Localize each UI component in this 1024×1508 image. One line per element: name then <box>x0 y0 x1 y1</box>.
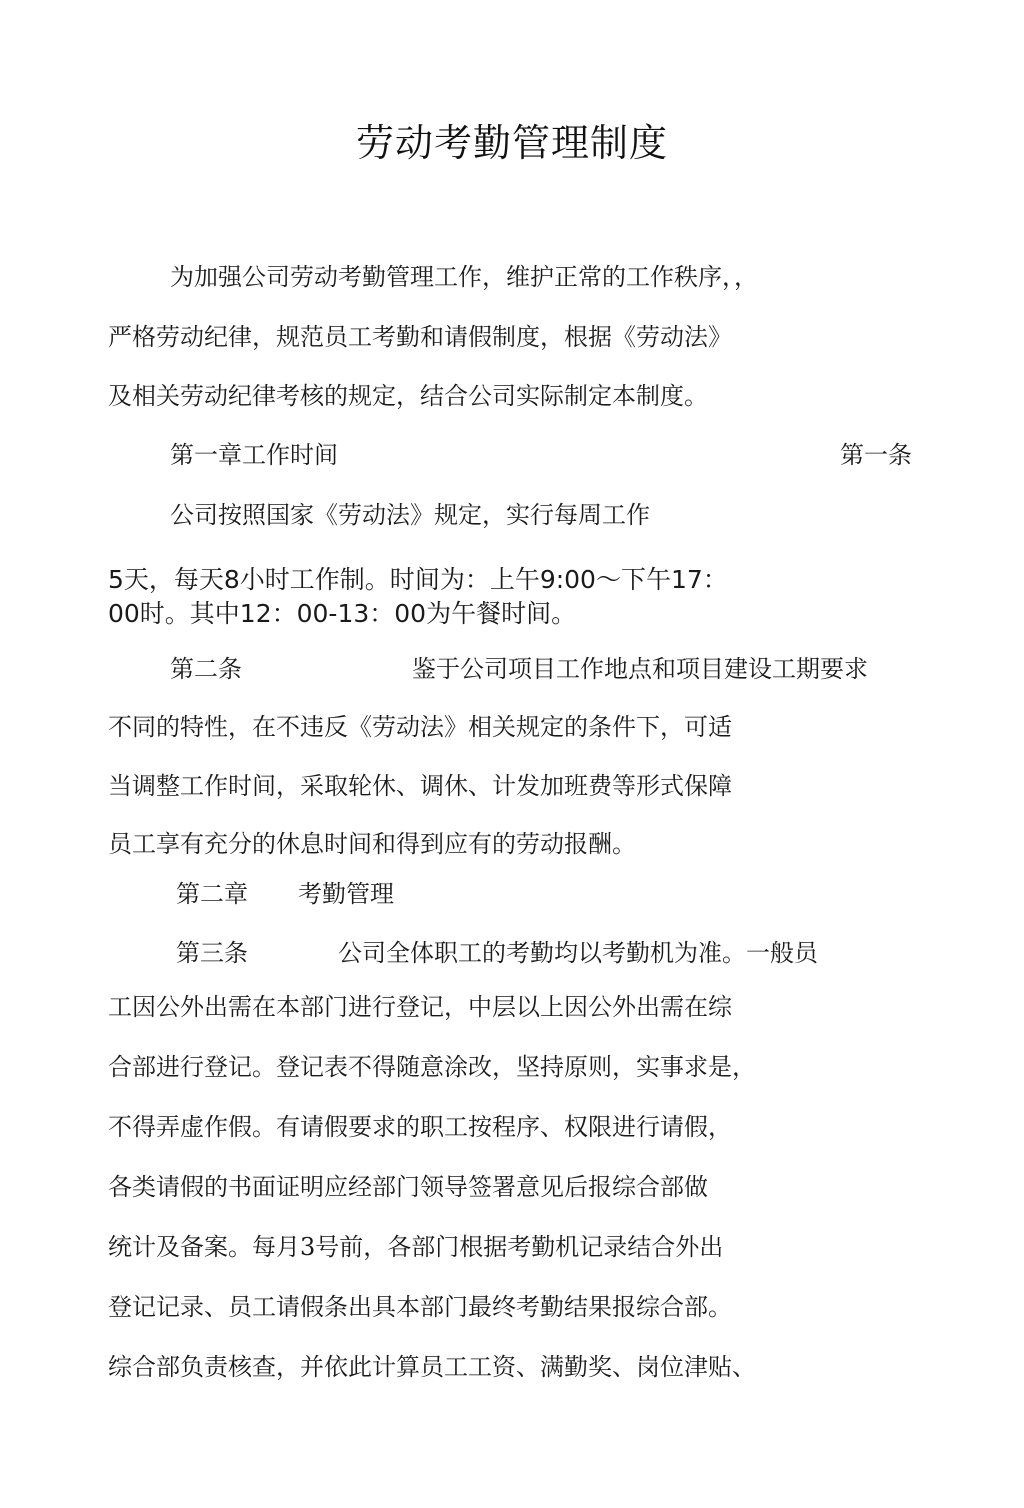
paragraph-line: 统计及备案。每月3号前，各部门根据考勤机记录结合外出 <box>108 1233 724 1261</box>
paragraph-line: 员工享有充分的休息时间和得到应有的劳动报酬。 <box>108 830 636 858</box>
paragraph-line: 公司按照国家《劳动法》规定，实行每周工作 <box>170 501 650 529</box>
paragraph-line: 严格劳动纪律，规范员工考勤和请假制度，根据《劳动法》 <box>108 323 732 351</box>
paragraph-line: 工因公外出需在本部门进行登记，中层以上因公外出需在综 <box>108 993 732 1021</box>
article-label: 第三条 <box>176 939 248 967</box>
paragraph-line: 当调整工作时间，采取轮休、调休、计发加班费等形式保障 <box>108 772 732 800</box>
paragraph-line: 综合部负责核查，并依此计算员工工资、满勤奖、岗位津贴、 <box>108 1353 756 1381</box>
paragraph-line: 合部进行登记。登记表不得随意涂改，坚持原则，实事求是， <box>108 1053 756 1081</box>
document-title: 劳动考勤管理制度 <box>355 121 668 165</box>
chapter-heading: 第二章 <box>176 880 248 908</box>
paragraph-line: 鉴于公司项目工作地点和项目建设工期要求 <box>412 655 868 683</box>
paragraph-line: 为加强公司劳动考勤管理工作，维护正常的工作秩序，， <box>170 263 758 291</box>
chapter-heading: 第一章工作时间 <box>170 441 338 469</box>
paragraph-line: 登记记录、员工请假条出具本部门最终考勤结果报综合部。 <box>108 1293 732 1321</box>
paragraph-line: 5天，每天8小时工作制。时间为：上午9:00～下午17： <box>108 565 728 594</box>
paragraph-line: 及相关劳动纪律考核的规定，结合公司实际制定本制度。 <box>108 382 708 410</box>
article-label: 第一条 <box>840 441 912 469</box>
paragraph-line: 不同的特性，在不违反《劳动法》相关规定的条件下，可适 <box>108 713 732 741</box>
article-label: 第二条 <box>170 655 242 683</box>
paragraph-line: 公司全体职工的考勤均以考勤机为准。一般员 <box>338 939 818 967</box>
chapter-heading-title: 考勤管理 <box>298 880 394 908</box>
paragraph-line: 各类请假的书面证明应经部门领导签署意见后报综合部做 <box>108 1173 708 1201</box>
paragraph-line: 不得弄虚作假。有请假要求的职工按程序、权限进行请假， <box>108 1113 732 1141</box>
paragraph-line: 00时。其中12：00-13：00为午餐时间。 <box>108 599 577 628</box>
